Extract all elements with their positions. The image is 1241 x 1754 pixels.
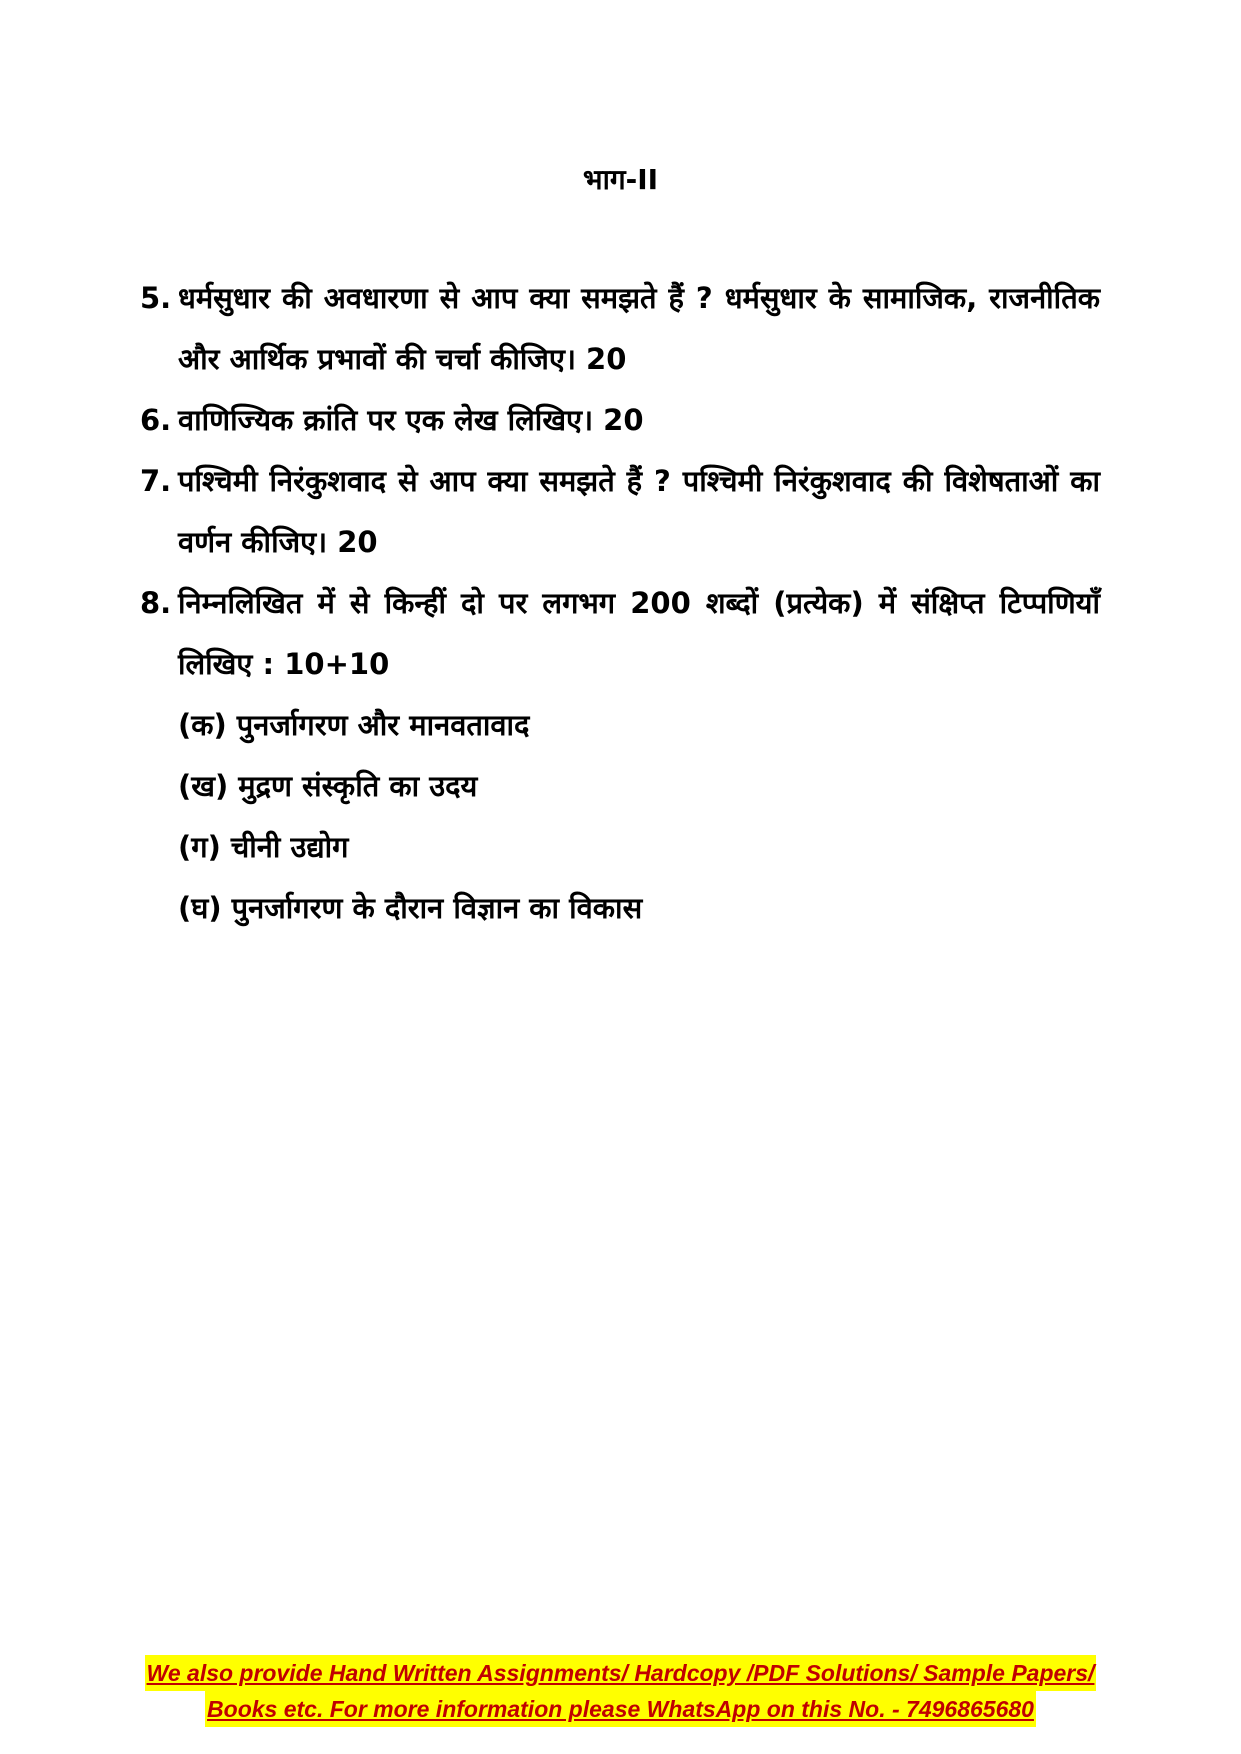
subpart-ka <box>178 695 1100 756</box>
subpart-list <box>178 695 1100 939</box>
question-text: निम्नलिखित में से किन्हीं दो पर लगभग 200 शब्दों (प्रत्येक) में संक्षिप्त टिप्पणियाँ लिखिए : 10+10 <box>178 586 1100 681</box>
question-text: धर्मसुधार की अवधारणा से आप क्या समझते हैं ? धर्मसुधार के सामाजिक, राजनीतिक और आर्थिक प्रभावों की चर्चा कीजिए। 20 <box>178 281 1100 376</box>
question-6 <box>140 390 1100 451</box>
question-number: 6. <box>140 403 172 437</box>
subpart-gha <box>178 878 1100 939</box>
promo-footer <box>0 1655 1241 1727</box>
subpart-label: (क) <box>178 708 227 742</box>
question-text: वाणिज्यिक क्रांति पर एक लेख लिखिए। 20 <box>178 403 644 437</box>
section-heading <box>0 160 1241 198</box>
question-number: 5. <box>140 281 172 315</box>
section-heading-text: भाग-II <box>582 163 659 196</box>
question-text: पश्चिमी निरंकुशवाद से आप क्या समझते हैं ? पश्चिमी निरंकुशवाद की विशेषताओं का वर्णन कीजिए। 20 <box>178 464 1100 559</box>
question-number: 8. <box>140 586 172 620</box>
question-7 <box>140 451 1100 573</box>
question-5 <box>140 268 1100 390</box>
subpart-text: पुनर्जागरण के दौरान विज्ञान का विकास <box>231 891 643 925</box>
subpart-text: पुनर्जागरण और मानवतावाद <box>236 708 530 742</box>
subpart-text: चीनी उद्योग <box>230 830 349 864</box>
subpart-label: (ख) <box>178 769 229 803</box>
subpart-label: (ग) <box>178 830 221 864</box>
subpart-label: (घ) <box>178 891 222 925</box>
question-number: 7. <box>140 464 172 498</box>
subpart-text: मुद्रण संस्कृति का उदय <box>238 769 478 803</box>
question-list <box>140 268 1100 939</box>
question-8 <box>140 573 1100 695</box>
subpart-ga <box>178 817 1100 878</box>
promo-footer-line-2: Books etc. For more information please WhatsApp on this No. - 7496865680 <box>205 1691 1036 1727</box>
promo-footer-line-1: We also provide Hand Written Assignments/ Hardcopy /PDF Solutions/ Sample Papers/ <box>145 1655 1097 1691</box>
subpart-kha <box>178 756 1100 817</box>
